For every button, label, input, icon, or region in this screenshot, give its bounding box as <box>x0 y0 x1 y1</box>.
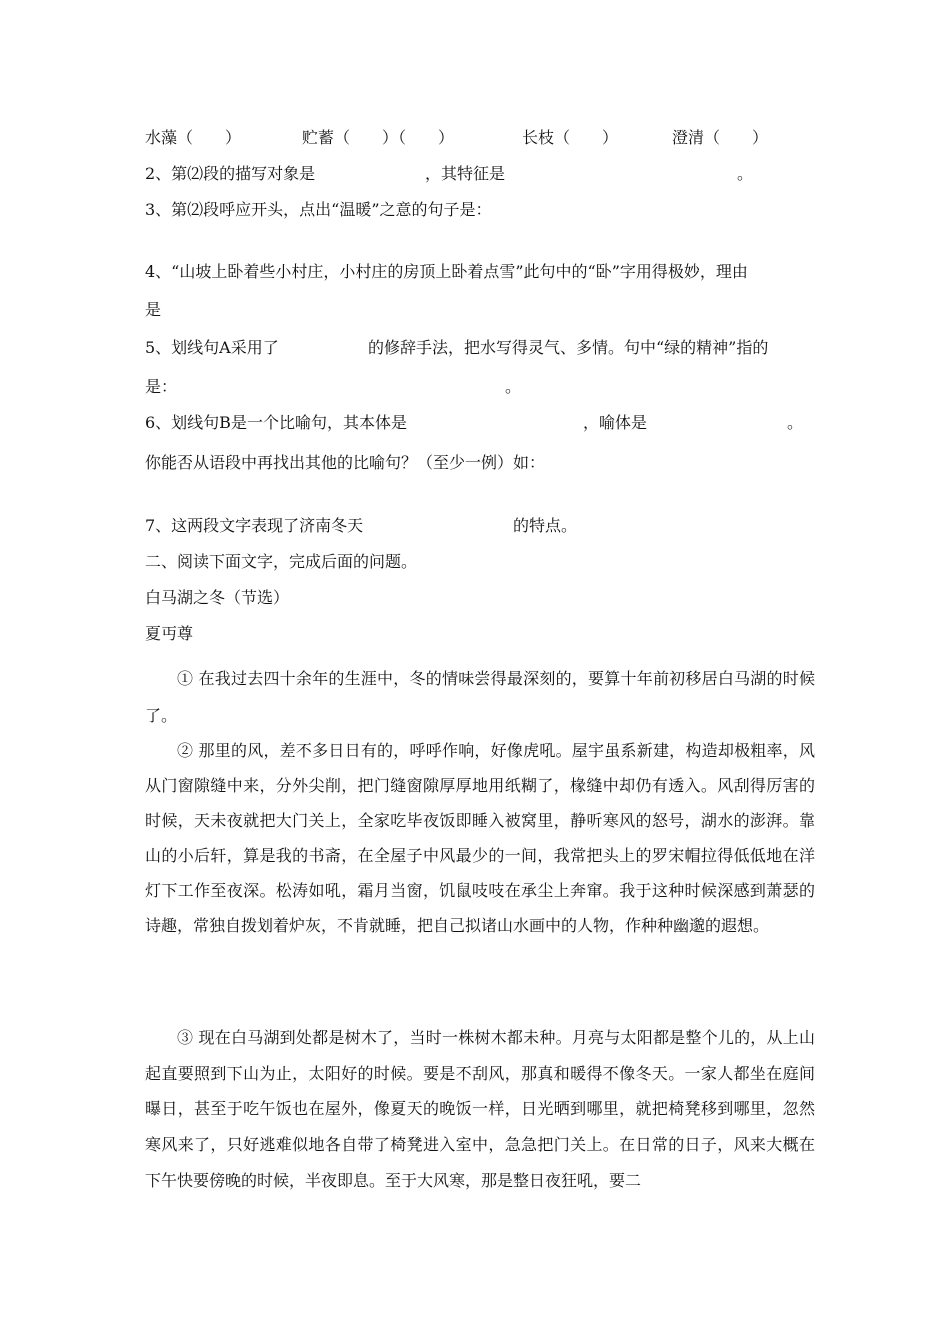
q7-text-a: 7、这两段文字表现了济南冬天 <box>145 516 364 535</box>
q2-text-b: ，其特征是 <box>425 164 506 183</box>
section-2-heading: 二、阅读下面文字，完成后面的问题。 <box>145 552 418 571</box>
q6-text-b: ，喻体是 <box>583 413 648 432</box>
q1-item-3: 长枝（ ） <box>522 128 619 147</box>
q2-text-a: 2、第⑵段的描写对象是 <box>145 164 316 183</box>
q6-line-2: 你能否从语段中再找出其他的比喻句？（至少一例）如： <box>145 453 546 472</box>
article-title: 白马湖之冬（节选） <box>145 588 290 607</box>
article-paragraph-2: ② 那里的风，差不多日日有的，呼呼作响，好像虎吼。屋宇虽系新建，构造却极粗率，风从门窗隙缝中来，分外尖削，把门缝窗隙厚厚地用纸糊了，椽缝中却仍有透入。风刮得厉害的时候，天未夜就把大门关上，全家吃毕夜饭即睡入被窝里，静听寒风的怒号，湖水的澎湃。靠山的小后轩，算是我的书斋，在全屋子中风最少的一间，我常把头上的罗宋帽拉得低低地在洋灯下工作至夜深。松涛如吼，霜月当窗，饥鼠吱吱在承尘上奔窜。我于这种时候深感到萧瑟的诗趣，常独自拨划着炉灰，不肯就睡，把自己拟诸山水画中的人物，作种种幽邈的遐想。 <box>145 741 815 935</box>
q6-text-c: 。 <box>787 413 804 432</box>
q1-item-1: 水藻（ ） <box>145 128 242 147</box>
q5-text-b: 的修辞手法，把水写得灵气、多情。句中“绿的精神”指的 <box>368 338 769 357</box>
article-paragraph-1: ① 在我过去四十余年的生涯中，冬的情味尝得最深刻的，要算十年前初移居白马湖的时候了。 <box>145 669 815 725</box>
q5-text-c: 是： <box>145 377 178 396</box>
q5-text-a: 5、划线句A采用了 <box>145 338 279 357</box>
q6-text-a: 6、划线句B是一个比喻句，其本体是 <box>145 413 407 432</box>
q1-item-2: 贮蓄（ ）（ ） <box>302 128 455 147</box>
q4-line-1: 4、“山坡上卧着些小村庄，小村庄的房顶上卧着点雪”此句中的“卧”字用得极妙，理由 <box>145 262 748 281</box>
q7-text-b: 的特点。 <box>513 516 578 535</box>
q1-item-4: 澄清（ ） <box>672 128 769 147</box>
q3-text: 3、第⑵段呼应开头，点出“温暖”之意的句子是： <box>145 200 492 219</box>
article-author: 夏丏尊 <box>145 624 194 643</box>
article-paragraph-3: ③ 现在白马湖到处都是树木了，当时一株树木都未种。月亮与太阳都是整个儿的，从上山起直要照到下山为止，太阳好的时候。要是不刮风，那真和暖得不像冬天。一家人都坐在庭间曝日，甚至于吃午饭也在屋外，像夏天的晚饭一样，日光晒到哪里，就把椅凳移到哪里，忽然寒风来了，只好逃难似地各自带了椅凳进入室中，急急把门关上。在日常的日子，风来大概在下午快要傍晚的时候，半夜即息。至于大风寒，那是整日夜狂吼，要二 <box>145 1028 815 1190</box>
q5-text-d: 。 <box>505 377 522 396</box>
q2-text-c: 。 <box>737 164 754 183</box>
q4-line-2: 是 <box>145 300 162 319</box>
